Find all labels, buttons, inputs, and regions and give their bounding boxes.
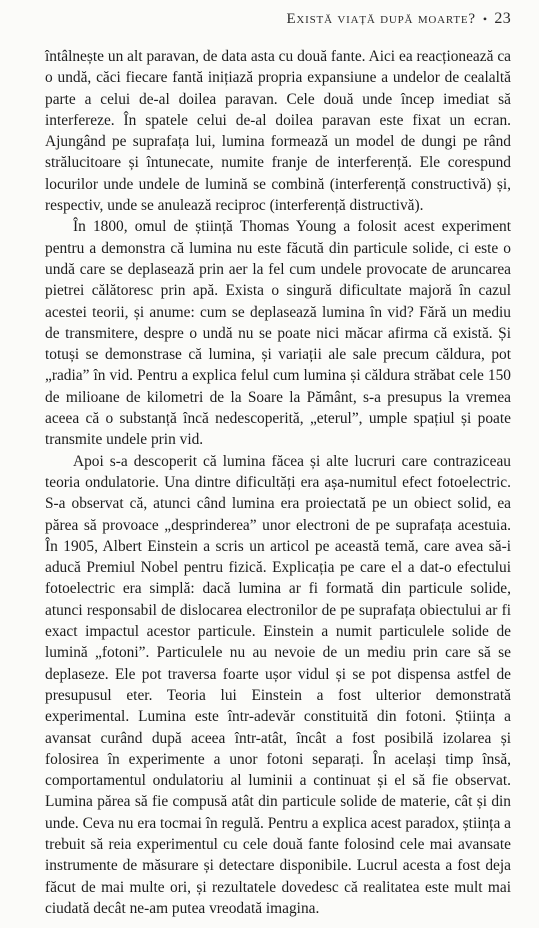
paragraph-einstein: Apoi s-a descoperit că lumina făcea și alte lucruri care contraziceau teoria ondulatorie. Una dintre dificultăți era așa-numitul efect fotoelectric. S-a observat că, atunci când lumina era proiectată pe un obiect solid, ea părea să provoace „desprinderea” unor electroni de pe suprafața acestuia. În 1905, Albert Einstein a scris un articol pe această temă, care avea să-i aducă Premiul Nobel pentru fizică. Explicația pe care el a dat-o efectului fotoelectric era simplă: dacă lumina ar fi formată din particule solide, atunci responsabil de dislocarea electronilor de pe suprafața obiectului ar fi exact impactul acestor particule. Einstein a numit particulele solide de lumină „fotoni”. Particulele nu au nevoie de un mediu prin care să se deplaseze. Ele pot traversa foarte ușor vidul și se pot dispensa astfel de presupusul eter. Teoria lui Einstein a fost ulterior demonstrată experimental. Lumina este într-adevăr constituită din fotoni. Știința a avansat curând după aceea într-atât, încât a fost posibilă izolarea și folosirea în experimente a unor fotoni separați. În același timp însă, comportamentul ondulatoriu al luminii a continuat și el să fie observat. Lumina părea să fie compusă atât din particule solide de materie, cât și din unde. Ceva nu era tocmai în regulă. Pentru a explica acest paradox, știința a trebuit să reia experimentul cu cele două fante folosind cele mai avansate instrumente de măsurare și detectare disponibile. Lucrul acesta a fost deja făcut de mai multe ori, și rezultatele dovedesc că realitatea este mult mai ciudată decât ne-am putea vreodată imagina. — [45, 452, 511, 917]
page-number: 23 — [494, 10, 511, 27]
running-header — [45, 10, 511, 42]
body-text — [45, 46, 511, 919]
running-header-title: Există viață după moarte? — [286, 11, 476, 27]
running-header-bullet: • — [482, 12, 488, 26]
paragraph-young: În 1800, omul de știință Thomas Young a folosit acest experiment pentru a demonstra că lumina nu este făcută din particule solide, ci este o undă care se deplasează prin aer la fel cum undele provocate de aruncarea pietrei călătoresc prin apă. Exista o singură dificultate majoră în cazul acestei teorii, și anume: cum se deplasează lumina în vid? Fără un mediu de transmitere, despre o undă nu se poate nici măcar afirma că există. Și totuși se demonstrase că lumina, și variații ale sale precum căldura, pot „radia” în vid. Pentru a explica felul cum lumina și căldura străbat cele 150 de milioane de kilometri de la Soare la Pământ, s-a presupus la vremea aceea că o substanță încă nedescoperită, „eterul”, umple spațiul și poate transmite undele prin vid. — [45, 218, 511, 449]
paragraph-continued: întâlnește un alt paravan, de data asta cu două fante. Aici ea reacționează ca o undă, căci fiecare fantă inițiază propria expansiune a undelor de cealaltă parte a celui de-al doilea paravan. Cele două unde încep imediat să interfereze. În spatele celui de-al doilea paravan este fixat un ecran. Ajungând pe suprafața lui, lumina formează un model de dungi pe rând strălucitoare și întunecate, numite franje de interferență. Ele corespund locurilor unde undele de lumină se combină (interferență constructivă) și, respectiv, unde se anulează reciproc (interferență distructivă). — [45, 48, 511, 215]
